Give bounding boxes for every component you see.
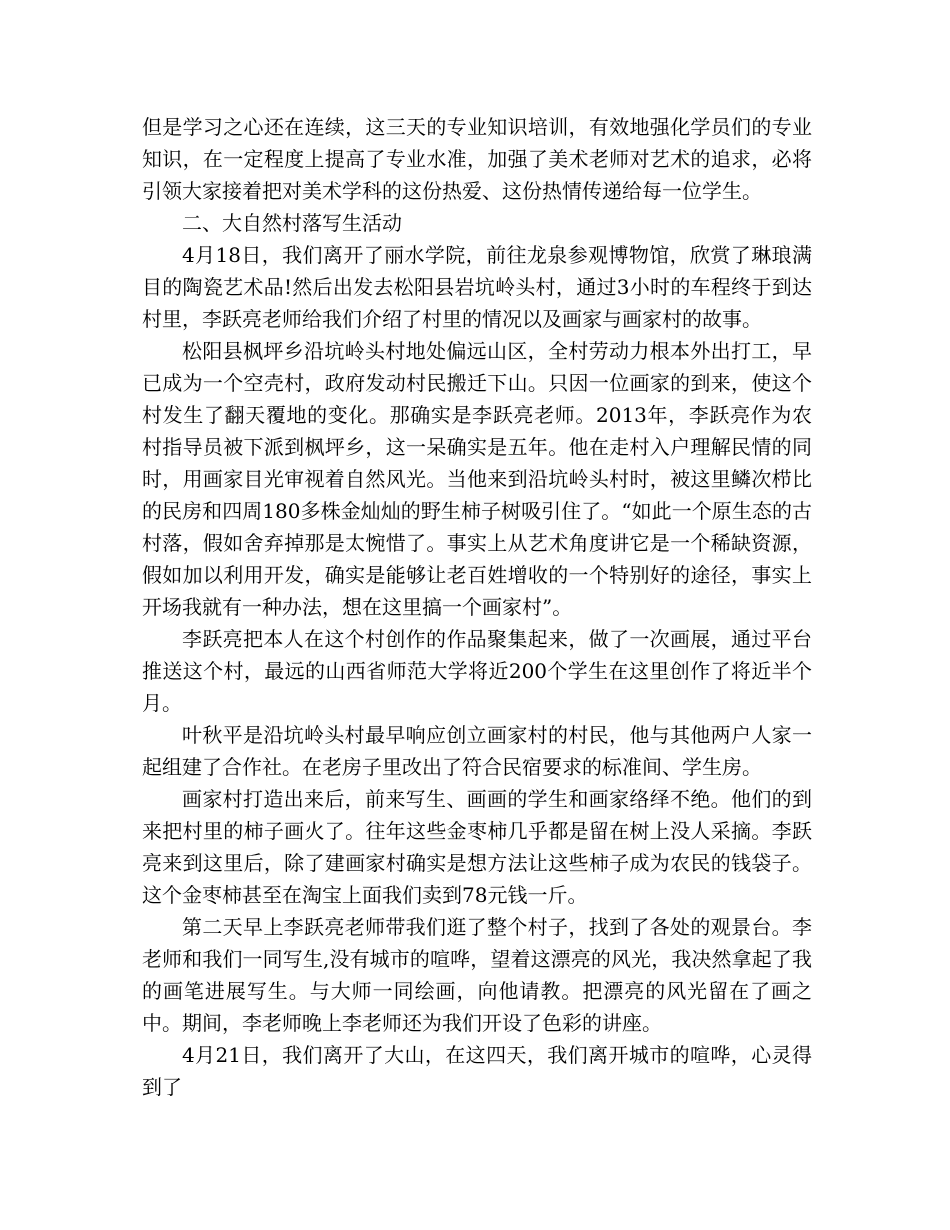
- paragraph: 松阳县枫坪乡沿坑岭头村地处偏远山区，全村劳动力根本外出打工，早已成为一个空壳村，政府发动村民搬迁下山。只因一位画家的到来，使这个村发生了翻天覆地的变化。那确实是李跃亮老师。2013年，李跃亮作为农村指导员被下派到枫坪乡，这一呆确实是五年。他在走村入户理解民情的同时，用画家目光审视着自然风光。当他来到沿坑岭头村时，被这里鳞次栉比的民房和四周180多株金灿灿的野生柿子树吸引住了。“如此一个原生态的古村落，假如舍弃掉那是太惋惜了。事实上从艺术角度讲它是一个稀缺资源，假如加以利用开发，确实是能够让老百姓增收的一个特别好的途径，事实上开场我就有一种办法，想在这里搞一个画家村”。: [142, 339, 812, 619]
- paragraph-continuation: 但是学习之心还在连续，这三天的专业知识培训，有效地强化学员们的专业知识，在一定程度上提高了专业水准，加强了美术老师对艺术的追求，必将引领大家接着把对美术学科的这份热爱、这份热情传递给每一位学生。: [142, 115, 812, 203]
- paragraph: 叶秋平是沿坑岭头村最早响应创立画家村的村民，他与其他两户人家一起组建了合作社。在老房子里改出了符合民宿要求的标准间、学生房。: [142, 723, 812, 779]
- section-heading: 二、大自然村落写生活动: [182, 211, 402, 235]
- paragraph: 4月18日，我们离开了丽水学院，前往龙泉参观博物馆，欣赏了琳琅满目的陶瓷艺术品!然后出发去松阳县岩坑岭头村，通过3小时的车程终于到达村里，李跃亮老师给我们介绍了村里的情况以及画家与画家村的故事。: [142, 243, 812, 331]
- paragraph: 第二天早上李跃亮老师带我们逛了整个村子，找到了各处的观景台。李老师和我们一同写生,没有城市的喧哗，望着这漂亮的风光，我决然拿起了我的画笔进展写生。与大师一同绘画，向他请教。把漂亮的风光留在了画之中。期间，李老师晚上李老师还为我们开设了色彩的讲座。: [142, 915, 812, 1035]
- paragraph: 画家村打造出来后，前来写生、画画的学生和画家络绎不绝。他们的到来把村里的柿子画火了。往年这些金枣柿几乎都是留在树上没人采摘。李跃亮来到这里后，除了建画家村确实是想方法让这些柿子成为农民的钱袋子。这个金枣柿甚至在淘宝上面我们卖到78元钱一斤。: [142, 787, 812, 907]
- paragraph: 李跃亮把本人在这个村创作的作品聚集起来，做了一次画展，通过平台推送这个村，最远的山西省师范大学将近200个学生在这里创作了将近半个月。: [142, 627, 812, 715]
- document-body: [142, 111, 812, 1103]
- paragraph-truncated: 4月21日，我们离开了大山，在这四天，我们离开城市的喧哗，心灵得到了: [142, 1043, 812, 1099]
